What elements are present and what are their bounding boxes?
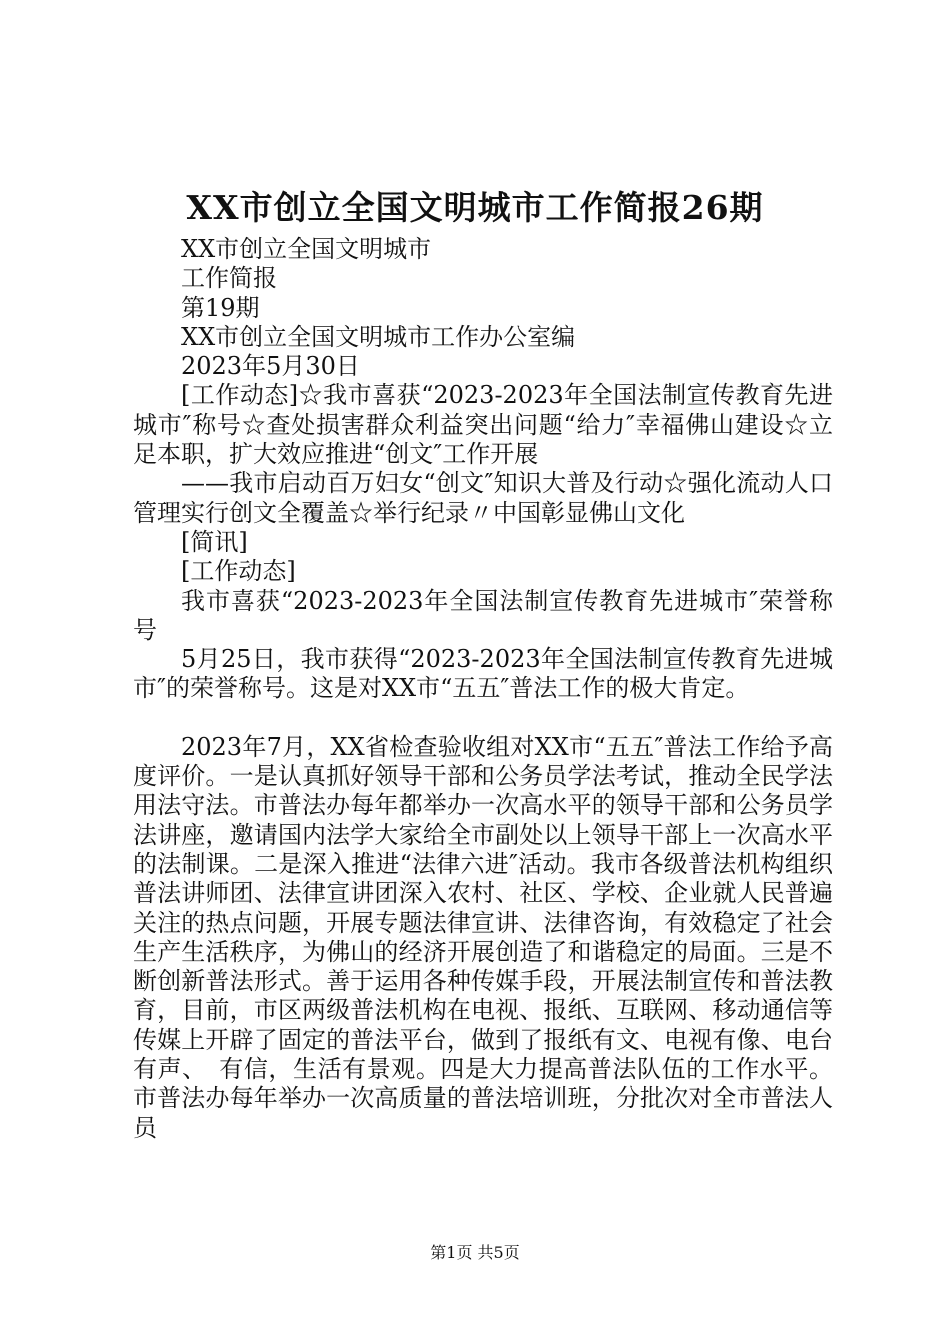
article-paragraph-1: 5月25日，我市获得“2023-2023年全国法制宣传教育先进城市″的荣誉称号。这是对XX市“五五″普法工作的极大肯定。 bbox=[133, 645, 833, 703]
page-indicator: 第1页 共5页 bbox=[430, 1243, 520, 1262]
document-title: XX市创立全国文明城市工作简报26期 bbox=[186, 188, 764, 227]
section-work-heading: [工作动态] bbox=[181, 557, 296, 586]
section-brief-heading: [简讯] bbox=[181, 527, 248, 556]
header-line-issue: 第19期 bbox=[181, 293, 260, 322]
header-line-city: XX市创立全国文明城市 bbox=[181, 235, 432, 263]
article-paragraph-2: 2023年7月，XX省检查验收组对XX市“五五″普法工作给予高度评价。一是认真抓好领导干部和公务员学法考试，推动全民学法用法守法。市普法办每年都举办一次高水平的领导干部和公务员学法讲座，邀请国内法学大家给全市副处以上领导干部上一次高水平的法制课。二是深入推进“法律六进″活动。我市各级普法机构组织普法讲师团、法律宣讲团深入农村、社区、学校、企业就人民普遍关注的热点问题，开展专题法律宣讲、法律咨询，有效稳定了社会生产生活秩序，为佛山的经济开展创造了和谐稳定的局面。三是不断创新普法形式。善于运用各种传媒手段，开展法制宣传和普法教育，目前，市区两级普法机构在电视、报纸、互联网、移动通信等传媒上开辟了固定的普法平台，做到了报纸有文、电视有像、电台有声、 有信，生活有景观。四是大力提高普法队伍的工作水平。市普法办每年举办一次高质量的普法培训班，分批次对全市普法人员 bbox=[133, 732, 833, 1142]
contents-paragraph: [工作动态]☆我市喜获“2023-2023年全国法制宣传教育先进城市″称号☆查处损害群众利益突出问题“给力″幸福佛山建设☆立足本职，扩大效应推进“创文″工作开展 bbox=[133, 381, 833, 469]
header-line-editor: XX市创立全国文明城市工作办公室编 bbox=[181, 322, 576, 351]
article-heading: 我市喜获“2023-2023年全国法制宣传教育先进城市″荣誉称号 bbox=[133, 586, 833, 644]
document-body bbox=[133, 235, 833, 1143]
contents-paragraph-2: ——我市启动百万妇女“创文″知识大普及行动☆强化流动人口管理实行创文全覆盖☆举行纪录〃中国彰显佛山文化 bbox=[133, 469, 833, 527]
header-line-date: 2023年5月30日 bbox=[181, 352, 360, 381]
header-line-bulletin: 工作简报 bbox=[181, 264, 277, 293]
page-footer bbox=[0, 1243, 950, 1263]
